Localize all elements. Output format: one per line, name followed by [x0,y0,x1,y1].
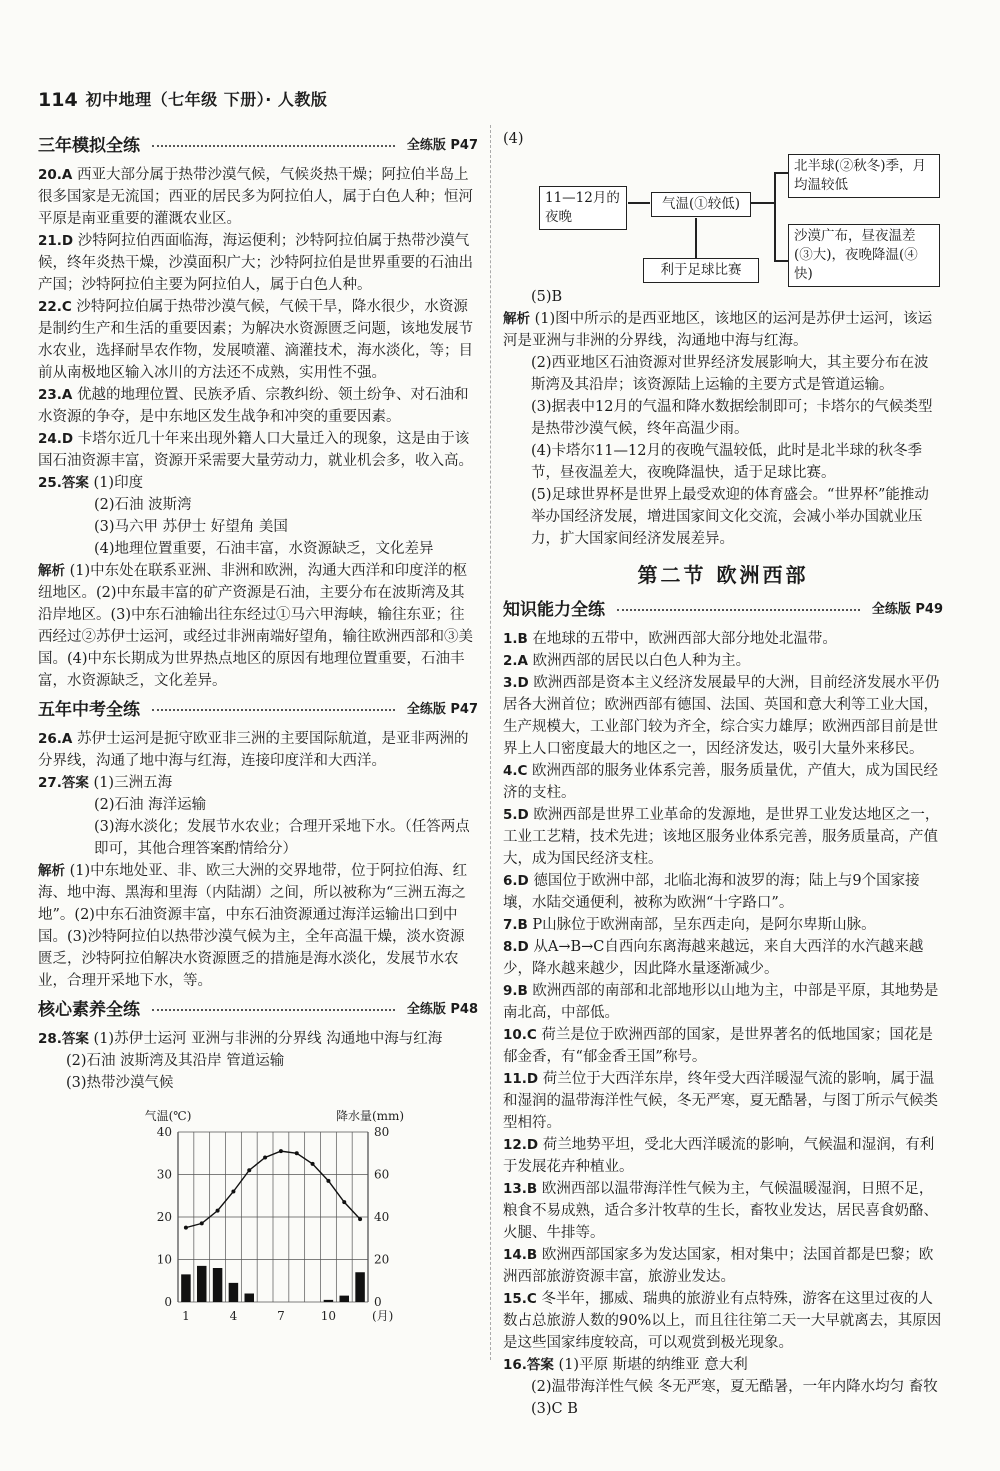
answer-item [38,472,478,494]
item-number: 7.B [503,917,528,933]
explanation-label: 解析 [503,311,530,327]
answer-line: (3)海水淡化；发展节水农业；合理开采地下水。（任答两点即可，其他合理答案酌情给分） [94,819,470,857]
answer-line: (2)石油 海洋运输 [94,797,207,813]
item-number: 12.D [503,1137,539,1153]
temperature-point [247,1168,251,1172]
left-tick-label: 30 [156,1167,172,1182]
right-axis-title: 降水量(mm) [335,1109,405,1123]
item-text: 欧洲西部的居民以白色人种为主。 [527,653,751,669]
answer-item [503,1244,943,1288]
book-title: 初中地理（七年级 下册）· 人教版 [85,90,328,109]
section-ref: 全练版 P47 [406,702,478,717]
item-text: 在地球的五带中，欧洲西部大部分地处北温带。 [527,631,837,647]
answer-item [503,804,943,870]
item-text: 从A→B→C自西向东离海越来越远，来自大西洋的水汽越来越少，降水越来越少，因此降水量逐渐减少。 [503,939,924,977]
answer-item [38,164,478,230]
flow-box-desert: 沙漠广布，昼夜温差(③大)，夜晚降温(④快) [788,224,940,287]
flow-box-football: 利于足球比赛 [643,258,759,283]
answer-item [503,936,943,980]
answer-item [503,1134,943,1178]
chapter-title: 第二节 欧洲西部 [637,563,809,587]
precipitation-bar [245,1294,255,1303]
item-number: 28.答案 [38,1031,89,1047]
section-ref: 全练版 P48 [406,1002,478,1017]
item-number: 9.B [503,983,528,999]
temperature-point [358,1217,362,1221]
precipitation-bar [324,1300,334,1302]
item-text: P山脉位于欧洲南部，呈东西走向，是阿尔卑斯山脉。 [527,917,876,933]
item-text: 欧洲西部的南部和北部地形以山地为主，中部是平原，其地势是南北高，中部低。 [503,983,939,1021]
item-text: 德国位于欧洲中部，北临北海和波罗的海；陆上与9个国家接壤，水陆交通便利，被称为欧洲“十字路口”。 [503,873,920,911]
item-text: 荷兰地势平坦，受北大西洋暖流的影响，气候温和湿润，有利于发展花卉种植业。 [503,1137,935,1175]
section-title: 知识能力全练 [503,600,605,620]
column-divider [490,125,491,1360]
item-number: 24.D [38,431,74,447]
right-tick-label: 60 [374,1167,390,1182]
answer-item [38,384,478,428]
explanation-line: (4)卡塔尔11—12月的夜晚气温较低，此时是北半球的秋冬季节，昼夜温差大，夜晚降温快，适于足球比赛。 [531,443,922,481]
item-text: 欧洲西部以温带海洋性气候为主，气候温暖湿润，日照不足，粮食不易成熟，适合多汁牧草的生长，畜牧业发达，居民喜食奶酪、火腿、牛排等。 [503,1181,938,1241]
answer-line: (4) [503,131,524,147]
explanation-text: (1)中东地处亚、非、欧三大洲的交界地带，位于阿拉伯海、红海、地中海、黑海和里海（内陆湖）之间，所以被称为“三洲五海之地”。(2)中东石油资源丰富，中东石油资源通过海洋运输出口到中国。(3)沙特阿拉伯以热带沙漠气候为主，全年高温干燥，淡水资源匮乏，沙特阿拉伯解决水资源匮乏的措施是海水淡化，发展节水农业，合理开采地下水，等。 [38,863,468,989]
answer-line: (3)马六甲 苏伊士 好望角 美国 [94,519,288,535]
answer-item [38,1028,478,1050]
answer-item [503,760,943,804]
answer-item [503,1178,943,1244]
left-tick-label: 10 [156,1252,172,1267]
page-number: 114 [38,89,78,111]
item-number: 16.答案 [503,1357,554,1373]
item-text: 沙特阿拉伯属于热带沙漠气候，气候干旱，降水很少，水资源是制约生产和生活的重要因素；为解决水资源匮乏问题，该地发展节水农业，选择耐旱农作物，发展喷灌、滴灌技术，海水淡化，等；目前从南极地区输入冰川的方法还不成熟，实用性不强。 [38,299,473,381]
item-number: 10.C [503,1027,537,1043]
answer-item [503,1288,943,1354]
item-number: 14.B [503,1247,538,1263]
answer-item [38,296,478,384]
item-text: (1)苏伊士运河 亚洲与非洲的分界线 沟通地中海与红海 [93,1031,443,1047]
item-number: 20.A [38,167,73,183]
explanation-label: 解析 [38,863,65,879]
item-number: 15.C [503,1291,537,1307]
section-header [503,596,943,624]
right-tick-label: 80 [374,1125,390,1139]
flow-arrow [628,202,650,204]
temperature-point [200,1221,204,1225]
item-text: 苏伊士运河是扼守欧亚非三洲的主要国际航道，是亚非两洲的分界线，沟通了地中海与红海，连接印度洋和大西洋。 [38,731,469,769]
flow-bracket [774,172,776,262]
item-number: 21.D [38,233,74,249]
item-text: (1)平原 斯堪的纳维亚 意大利 [558,1357,748,1373]
item-text: 欧洲西部是资本主义经济发展最早的大洲，目前经济发展水平仍居各大洲首位；欧洲西部有德国、法国、英国和意大利等工业大国，生产规模大，工业部门较为齐全，综合实力雄厚；欧洲西部目前是世界上人口密度最大的地区之一，因经济发达，吸引大量外来移民。 [503,675,940,757]
item-number: 22.C [38,299,72,315]
section-ref: 全练版 P47 [406,138,478,153]
right-tick-label: 20 [374,1252,390,1267]
answer-item [503,1354,943,1376]
explanation-line: (5)足球世界杯是世界上最受欢迎的体育盛会。“世界杯”能推动举办国经济发展，增进国家间文化交流，会减小举办国就业压力，扩大国家间经济发展差异。 [531,487,929,547]
item-number: 8.D [503,939,529,955]
item-number: 26.A [38,731,73,747]
precipitation-bar [340,1296,350,1302]
answer-item [503,870,943,914]
flow-bracket [774,260,788,262]
left-tick-label: 40 [156,1125,172,1139]
section-rule [617,609,860,611]
flowchart [503,152,943,282]
item-text: 卡塔尔近几十年来出现外籍人口大量迁入的现象，这是由于该国石油资源丰富，资源开采需要大量劳动力，就业机会多，收入高。 [38,431,473,469]
temperature-point [216,1209,220,1213]
answer-item [38,728,478,772]
explanation [38,860,478,992]
item-text: 欧洲西部的服务业体系完善，服务质量优，产值大，成为国民经济的支柱。 [503,763,939,801]
flow-bracket [774,172,788,174]
temperature-point [263,1156,267,1160]
flow-box-temperature: 气温(①较低) [651,192,751,217]
item-text: 优越的地理位置、民族矛盾、宗教纠纷、领土纷争、对石油和水资源的争夺，是中东地区发生战争和冲突的重要因素。 [38,387,469,425]
answer-item [38,428,478,472]
flow-arrow [695,218,697,258]
precipitation-bar [181,1274,191,1302]
item-number: 1.B [503,631,528,647]
precipitation-bar [355,1272,365,1302]
answer-item [503,1024,943,1068]
answer-item [503,914,943,936]
right-tick-label: 0 [374,1295,382,1309]
left-axis-title: 气温(℃) [144,1109,192,1123]
item-number: 2.A [503,653,528,669]
item-number: 27.答案 [38,775,89,791]
section-header [38,996,478,1024]
item-number: 6.D [503,873,529,889]
item-number: 13.B [503,1181,538,1197]
climate-chart [38,1094,478,1334]
item-text: 沙特阿拉伯西面临海，海运便利；沙特阿拉伯属于热带沙漠气候，终年炎热干燥，沙漠面积广大；沙特阿拉伯是世界重要的石油出产国；沙特阿拉伯主要为阿拉伯人，属于白色人种。 [38,233,473,293]
item-number: 3.D [503,675,529,691]
temperature-point [184,1226,188,1230]
temperature-point [311,1162,315,1166]
answer-line: (3)热带沙漠气候 [66,1075,174,1091]
answer-item [503,628,943,650]
flow-box-season: 北半球(②秋冬)季，月均温较低 [788,154,940,198]
section-ref: 全练版 P49 [871,602,943,617]
left-column [38,128,478,1334]
item-number: 23.A [38,387,73,403]
explanation-text: (1)图中所示的是西亚地区，该地区的运河是苏伊士运河，该运河是亚洲与非洲的分界线，沟通地中海与红海。 [503,311,933,349]
item-text: 荷兰是位于欧洲西部的国家，是世界著名的低地国家；国花是郁金香，有“郁金香王国”称号。 [503,1027,933,1065]
item-text: 西亚大部分属于热带沙漠气候，气候炎热干燥；阿拉伯半岛上很多国家是无流国；西亚的居民多为阿拉伯人，属于白色人种；恒河平原是南亚重要的灌溉农业区。 [38,167,473,227]
section-header [38,696,478,724]
answer-item [503,1068,943,1134]
x-axis-title: (月) [372,1309,394,1323]
flow-box-night: 11—12月的夜晚 [539,186,627,230]
answer-line: (4)地理位置重要，石油丰富，水资源缺乏，文化差异 [94,541,434,557]
right-tick-label: 40 [374,1210,390,1224]
answer-line: (2)石油 波斯湾 [94,497,192,513]
answer-list [503,628,943,1354]
answer-item [38,772,478,794]
item-number: 4.C [503,763,528,779]
temperature-point [342,1200,346,1204]
section-rule [152,709,395,711]
item-text: 欧洲西部是世界工业革命的发源地，是世界工业发达地区之一，工业工艺精，技术先进；该地区服务业体系完善，服务质量高，产值大，成为国民经济支柱。 [503,807,940,867]
item-text: 欧洲西部国家多为发达国家，相对集中；法国首都是巴黎；欧洲西部旅游资源丰富，旅游业发达。 [503,1247,934,1285]
answer-item [38,230,478,296]
section-rule [152,145,395,147]
precipitation-bar [229,1283,239,1302]
explanation [503,308,943,352]
precipitation-bar [197,1266,207,1302]
item-text: 冬半年，挪威、瑞典的旅游业有点特殊，游客在这里过夜的人数占总旅游人数的90%以上，而且往往第二天一大早就离去，其原因是这些国家纬度较高，可以观赏到极光现象。 [503,1291,942,1351]
item-text: (1)三洲五海 [93,775,173,791]
answer-line: (2)温带海洋性气候 冬无严寒，夏无酷暑，一年内降水均匀 畜牧 [531,1379,938,1395]
explanation [38,560,478,692]
answer-line: (3)C B [531,1401,578,1417]
flow-arrow [751,202,775,204]
section-title: 核心素养全练 [38,1000,140,1020]
explanation-label: 解析 [38,563,65,579]
section-header [38,132,478,160]
page-header [38,84,458,116]
item-number: 25.答案 [38,475,89,491]
x-tick-label: 4 [229,1309,238,1323]
answer-line: (2)石油 波斯湾及其沿岸 管道运输 [66,1053,285,1069]
left-tick-label: 0 [164,1295,172,1309]
explanation-line: (3)据表中12月的气温和降水数据绘制即可；卡塔尔的气候类型是热带沙漠气候，终年高温少雨。 [531,399,933,437]
item-number: 11.D [503,1071,539,1087]
temperature-point [326,1179,330,1183]
right-column [503,128,943,1420]
explanation-text: (1)中东处在联系亚洲、非洲和欧洲，沟通大西洋和印度洋的枢纽地区。(2)中东最丰富的矿产资源是石油，主要分布在波斯湾及其沿岸地区。(3)中东石油输出往东经过①马六甲海峡，输往东亚；往西经过②苏伊士运河，或经过非洲南端好望角，输往欧洲西部和③美国。(4)中东长期成为世界热点地区的原因有地理位置重要，石油丰富，水资源缺乏，文化差异。 [38,563,473,689]
item-text: 荷兰位于大西洋东岸，终年受大西洋暖湿气流的影响，属于温和湿润的温带海洋性气候，冬无严寒，夏无酷暑，与图丁所示气候类型相符。 [503,1071,938,1131]
precipitation-bar [213,1268,223,1302]
item-number: 5.D [503,807,529,823]
answer-item [503,672,943,760]
section-rule [152,1009,395,1011]
answer-line: (5)B [531,289,563,305]
x-tick-label: 7 [277,1309,285,1323]
x-tick-label: 1 [182,1309,190,1323]
answer-item [503,980,943,1024]
section-title: 五年中考全练 [38,700,140,720]
temperature-point [231,1190,235,1194]
climate-chart-svg [38,1094,478,1334]
item-text: (1)印度 [93,475,144,491]
x-tick-label: 10 [320,1309,337,1323]
temperature-point [295,1151,299,1155]
answer-item [503,650,943,672]
explanation-line: (2)西亚地区石油资源对世界经济发展影响大，其主要分布在波斯湾及其沿岸；该资源陆上运输的主要方式是管道运输。 [531,355,929,393]
left-tick-label: 20 [156,1210,172,1224]
temperature-point [279,1149,283,1153]
section-title: 三年模拟全练 [38,136,140,156]
